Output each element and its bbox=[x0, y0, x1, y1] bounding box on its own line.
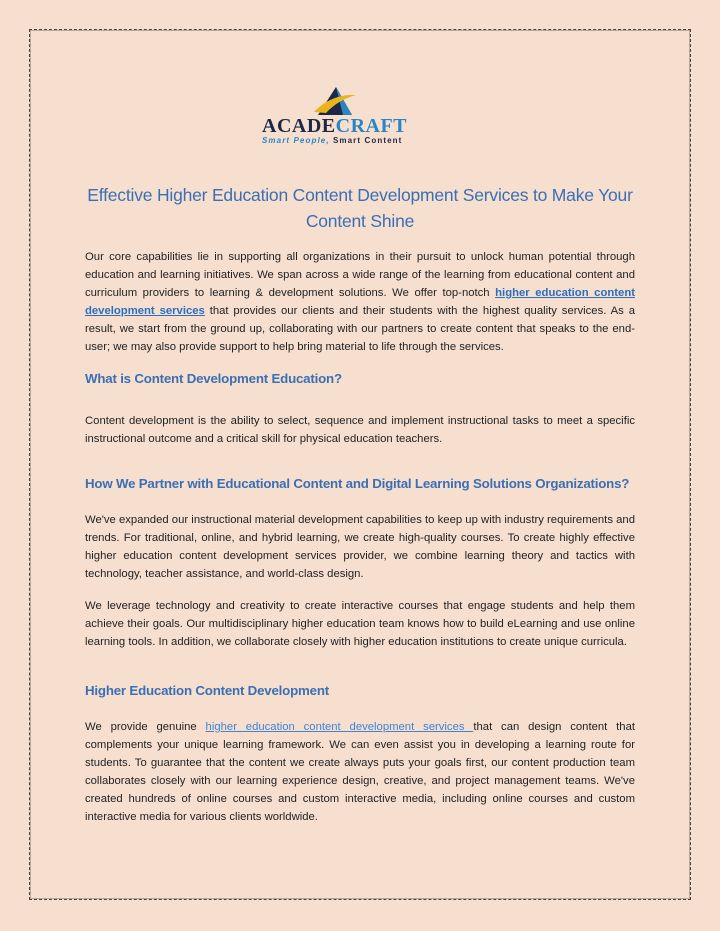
intro-text-before: Our core capabilities lie in supporting all organizations in their pursuit to unlock human potential through education and learning initiatives. We span across a wide range of the learning from educational content and curriculum providers to learning & development solutions. We offer top-notch bbox=[85, 251, 635, 299]
section3-link[interactable]: higher education content development services bbox=[205, 721, 474, 733]
logo-tagline-part2: Smart Content bbox=[329, 136, 403, 145]
logo-tagline bbox=[262, 136, 402, 145]
logo-word-part1: ACADE bbox=[262, 115, 336, 137]
section3-body bbox=[85, 718, 635, 826]
logo-wordmark bbox=[262, 115, 407, 138]
page-title: Effective Higher Education Content Development Services to Make Your Content Shine bbox=[87, 185, 633, 231]
logo-word-part2: CRAFT bbox=[335, 115, 408, 137]
section3-heading: Higher Education Content Development bbox=[85, 683, 329, 698]
logo-tagline-part1: Smart People, bbox=[262, 136, 330, 145]
section1-heading: What is Content Development Education? bbox=[85, 371, 342, 386]
intro-text-after: that provides our clients and their students with the highest quality services. As a result, we start from the ground up, collaborating with our partners to create content that speaks to the end-user; we may also provide support to help bring material to life through the services. bbox=[85, 305, 635, 353]
section2-heading: How We Partner with Educational Content and Digital Learning Solutions Organizations? bbox=[85, 476, 630, 491]
section2-body-2: We leverage technology and creativity to create interactive courses that engage students and help them achieve their goals. Our multidisciplinary higher education team knows how to build eLearning and use online learning tools. In addition, we collaborate closely with higher education institutions to create unique curricula. bbox=[85, 600, 635, 648]
logo-mountain-icon bbox=[312, 85, 358, 117]
section3-text-after: that can design content that complements your unique learning framework. We can even assist you in developing a learning route for students. To guarantee that the content we create always puts your goals first, our content production team collaborates closely with our learning experience design, creative, and project management teams. We've created hundreds of online courses and custom interactive media, including online courses and custom interactive media for various clients worldwide. bbox=[85, 721, 635, 823]
section1-body: Content development is the ability to select, sequence and implement instructional tasks to meet a specific instructional outcome and a critical skill for physical education teachers. bbox=[85, 415, 635, 445]
section2-body-1: We've expanded our instructional material development capabilities to keep up with industry requirements and trends. For traditional, online, and hybrid learning, we create high-quality courses. To create highly effective higher education content development services provider, we combine learning theory and tactics with technology, teacher assistance, and world-class design. bbox=[85, 514, 635, 580]
section3-text-before: We provide genuine bbox=[85, 721, 206, 733]
intro-link[interactable]: higher education content development services bbox=[85, 287, 635, 317]
acadecraft-logo bbox=[260, 85, 410, 147]
intro-paragraph bbox=[85, 248, 635, 356]
